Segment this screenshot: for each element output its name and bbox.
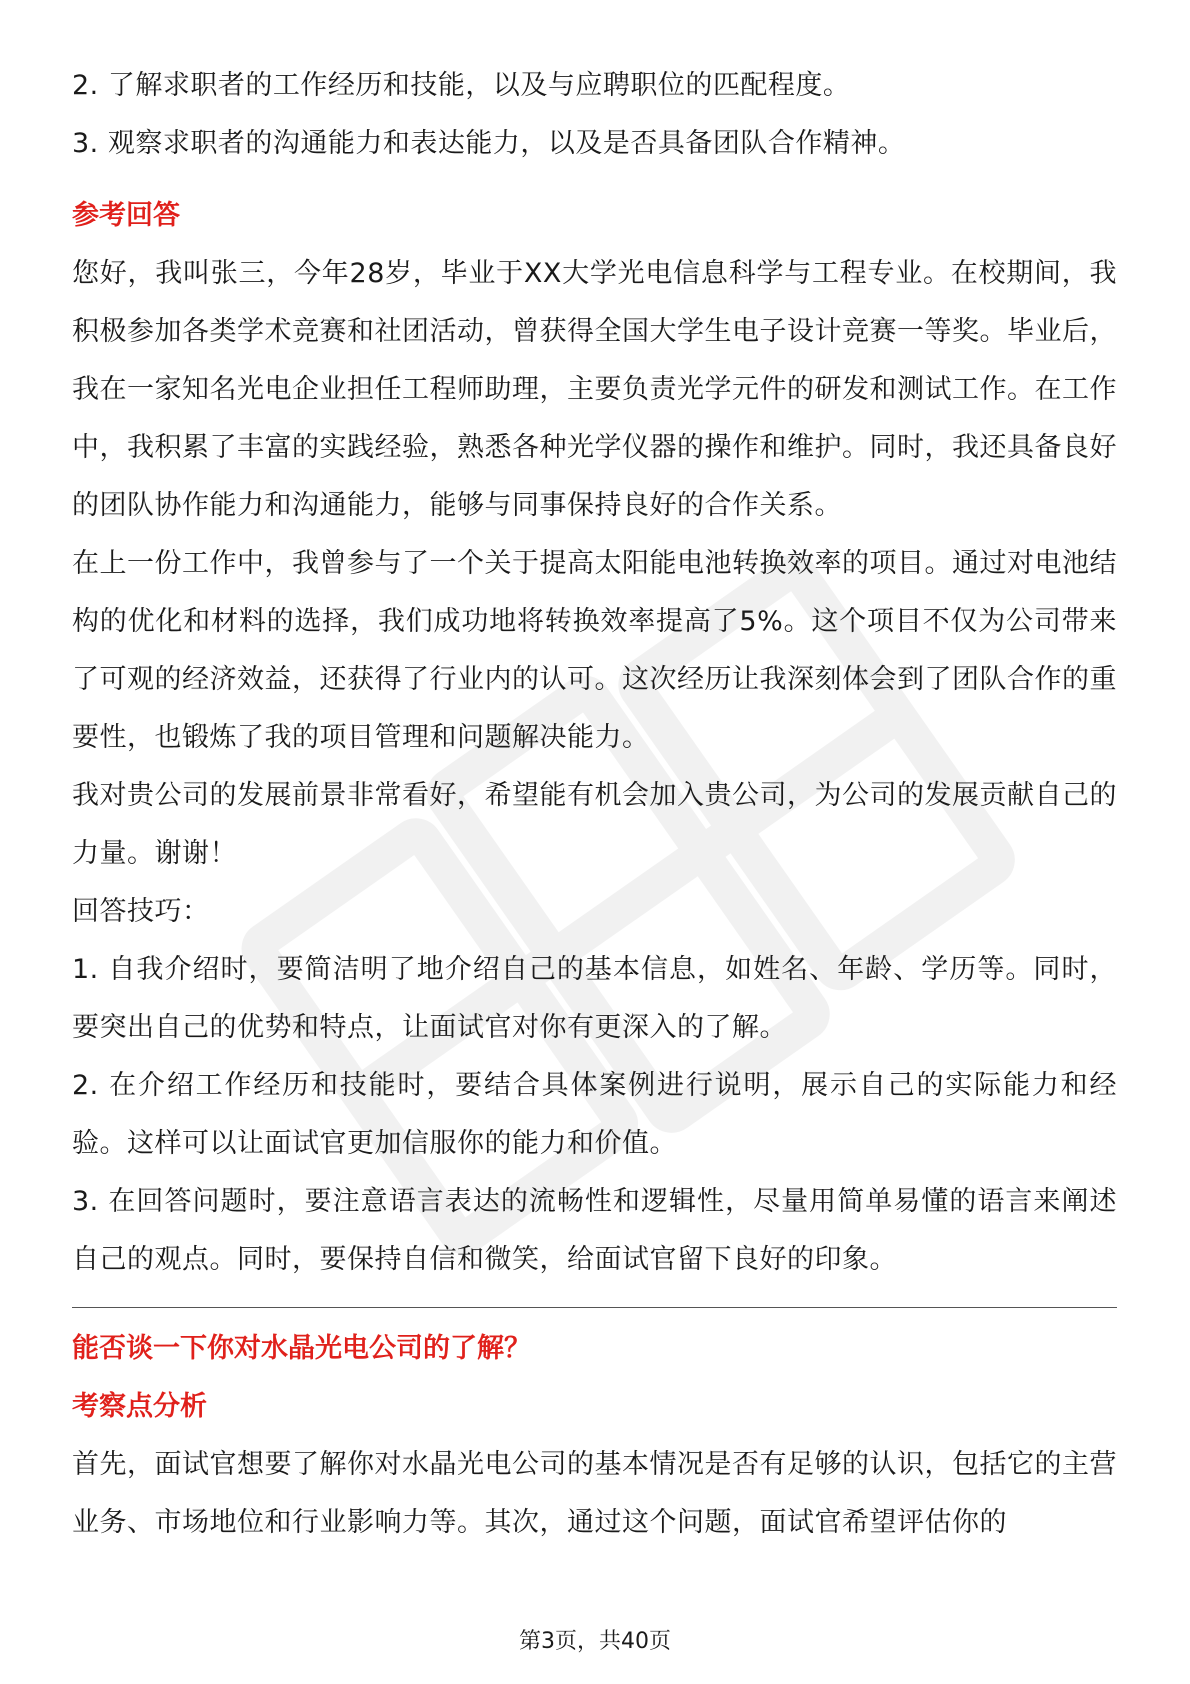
answer-paragraph: 我对贵公司的发展前景非常看好，希望能有机会加入贵公司，为公司的发展贡献自己的力量。谢谢！	[72, 780, 1117, 869]
document-page	[72, 0, 1117, 1552]
tips-label: 回答技巧：	[72, 896, 210, 927]
page-number: 第3页，共40页	[519, 1629, 671, 1654]
answer-paragraph: 您好，我叫张三，今年28岁，毕业于XX大学光电信息科学与工程专业。在校期间，我积极参加各类学术竞赛和社团活动，曾获得全国大学生电子设计竞赛一等奖。毕业后，我在一家知名光电企业担任工程师助理，主要负责光学元件的研发和测试工作。在工作中，我积累了丰富的实践经验，熟悉各种光学仪器的操作和维护。同时，我还具备良好的团队协作能力和沟通能力，能够与同事保持良好的合作关系。	[72, 258, 1117, 521]
tip-item: 2. 在介绍工作经历和技能时，要结合具体案例进行说明，展示自己的实际能力和经验。这样可以让面试官更加信服你的能力和价值。	[72, 1070, 1117, 1159]
analysis-paragraph: 首先，面试官想要了解你对水晶光电公司的基本情况是否有足够的认识，包括它的主营业务、市场地位和行业影响力等。其次，通过这个问题，面试官希望评估你的	[72, 1449, 1117, 1538]
list-item: 3. 观察求职者的沟通能力和表达能力，以及是否具备团队合作精神。	[72, 128, 906, 159]
tip-item: 1. 自我介绍时，要简洁明了地介绍自己的基本信息，如姓名、年龄、学历等。同时，要突出自己的优势和特点，让面试官对你有更深入的了解。	[72, 954, 1117, 1043]
list-item: 2. 了解求职者的工作经历和技能，以及与应聘职位的匹配程度。	[72, 70, 851, 101]
question-heading: 能否谈一下你对水晶光电公司的了解？	[72, 1333, 531, 1364]
section-divider	[72, 1307, 1117, 1308]
reference-answer-heading: 参考回答	[72, 200, 180, 231]
answer-paragraph: 在上一份工作中，我曾参与了一个关于提高太阳能电池转换效率的项目。通过对电池结构的优化和材料的选择，我们成功地将转换效率提高了5%。这个项目不仅为公司带来了可观的经济效益，还获得了行业内的认可。这次经历让我深刻体会到了团队合作的重要性，也锻炼了我的项目管理和问题解决能力。	[72, 548, 1117, 753]
tip-item: 3. 在回答问题时，要注意语言表达的流畅性和逻辑性，尽量用简单易懂的语言来阐述自己的观点。同时，要保持自信和微笑，给面试官留下良好的印象。	[72, 1186, 1117, 1275]
analysis-heading: 考察点分析	[72, 1391, 207, 1422]
